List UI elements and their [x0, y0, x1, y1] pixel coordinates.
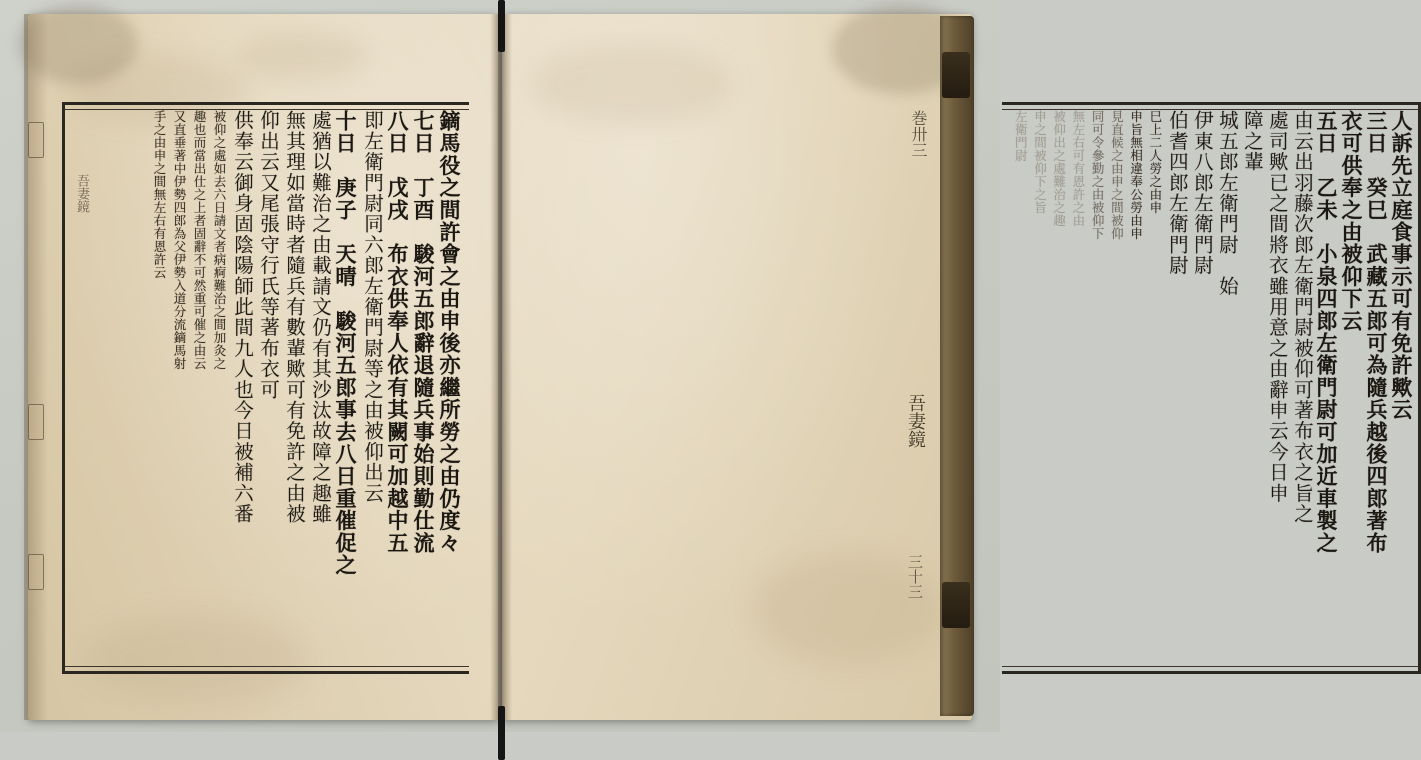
text-column: 八日 戊戌 布衣供奉人依有其闕可加越中五	[385, 110, 410, 554]
spine-clamp-top	[498, 0, 505, 52]
paper-stain	[532, 44, 732, 124]
text-column-showthrough: 左衛門尉	[1013, 110, 1029, 162]
right-page-volume-label: 巻卅三	[909, 110, 928, 158]
text-column: 三日 癸巳 武藏五郎可為隨兵越後四郎著布	[1363, 110, 1389, 554]
right-page-number-label: 三十三	[906, 554, 924, 599]
text-column: 障之輩	[1240, 110, 1264, 173]
stitch-hole	[28, 122, 44, 158]
text-column: 衣可供奉之由被仰下云	[1338, 110, 1364, 332]
text-column: 處司歟已之間將衣雖用意之由辭申云今日申	[1265, 110, 1289, 504]
text-column: 鏑馬役之間許會之由申後亦繼所勞之由仍度々	[437, 110, 462, 554]
right-page	[502, 14, 1414, 720]
text-column: 城五郎左衛門尉 始	[1215, 110, 1239, 297]
right-page-title-label: 吾妻鏡	[905, 394, 926, 448]
text-column-showthrough: 同可令參勤之由被仰下	[1090, 110, 1106, 240]
left-page-margin-label: 吾妻鏡	[74, 174, 89, 213]
spine-clamp-bottom	[498, 706, 505, 760]
text-column: 即左衛門尉同六郎左衛門尉等之由被仰出云	[361, 110, 384, 504]
text-column-annotation: 被仰之處如去六日請文者病痾難治之間加灸之	[212, 110, 227, 370]
book-cover-edge	[940, 16, 974, 716]
paper-stain	[238, 32, 368, 80]
text-column: 無其理如當時者隨兵有數輩歟可有免許之由被	[283, 110, 306, 524]
text-column-annotation: 巳上二人勞之由申	[1147, 110, 1163, 214]
book-spread	[28, 14, 1414, 720]
text-column: 處猶以難治之由載請文仍有其沙汰故障之趣雖	[309, 110, 332, 524]
text-column-showthrough: 無左右可有恩許之由	[1070, 110, 1086, 227]
stitch-edge	[24, 14, 54, 720]
book-gutter	[490, 14, 512, 720]
left-page-columns	[68, 110, 460, 660]
text-column-showthrough: 申之間被仰下之旨	[1032, 110, 1048, 214]
stitch-hole	[28, 554, 44, 590]
text-column-annotation: 申旨無相違奉公勞由申	[1128, 110, 1144, 240]
text-column-annotation: 又直垂著中伊勢四郎為父伊勢入道分流鏑馬射	[172, 110, 187, 370]
text-column: 七日 丁酉 駿河五郎辭退隨兵事始則勤仕流	[411, 110, 436, 554]
text-column: 十日 庚子 天晴 駿河五郎事去八日重催促之	[333, 110, 358, 577]
text-column: 人訴先立庭食事示可有免許歟云	[1389, 110, 1414, 421]
text-column-annotation: 趣也而當出仕之上者固辭不可然重可催之由云	[192, 110, 207, 370]
text-column: 五日 乙未 小泉四郎左衛門尉可加近車製之	[1313, 110, 1339, 554]
binding-knot	[942, 582, 970, 628]
binding-knot	[942, 52, 970, 98]
text-column-annotation: 手之由申之間無左右有恩許云	[152, 110, 167, 279]
stitch-hole	[28, 404, 44, 440]
text-column: 仰出云又尾張守行氏等著布衣可	[257, 110, 280, 400]
text-column-showthrough: 見直候之由申之間被仰	[1109, 110, 1125, 240]
text-column: 由云出羽藤次郎左衛門尉被仰可著布衣之旨之	[1290, 110, 1314, 524]
text-column-showthrough: 被仰出之處難治之趣	[1051, 110, 1067, 227]
right-page-columns	[1008, 110, 1412, 660]
text-column: 伯耆四郎左衛門尉	[1165, 110, 1189, 276]
left-page	[28, 14, 498, 720]
text-column: 伊東八郎左衛門尉	[1190, 110, 1214, 276]
text-column: 供奉云御身固陰陽師此間九人也今日被補六番	[231, 110, 254, 524]
